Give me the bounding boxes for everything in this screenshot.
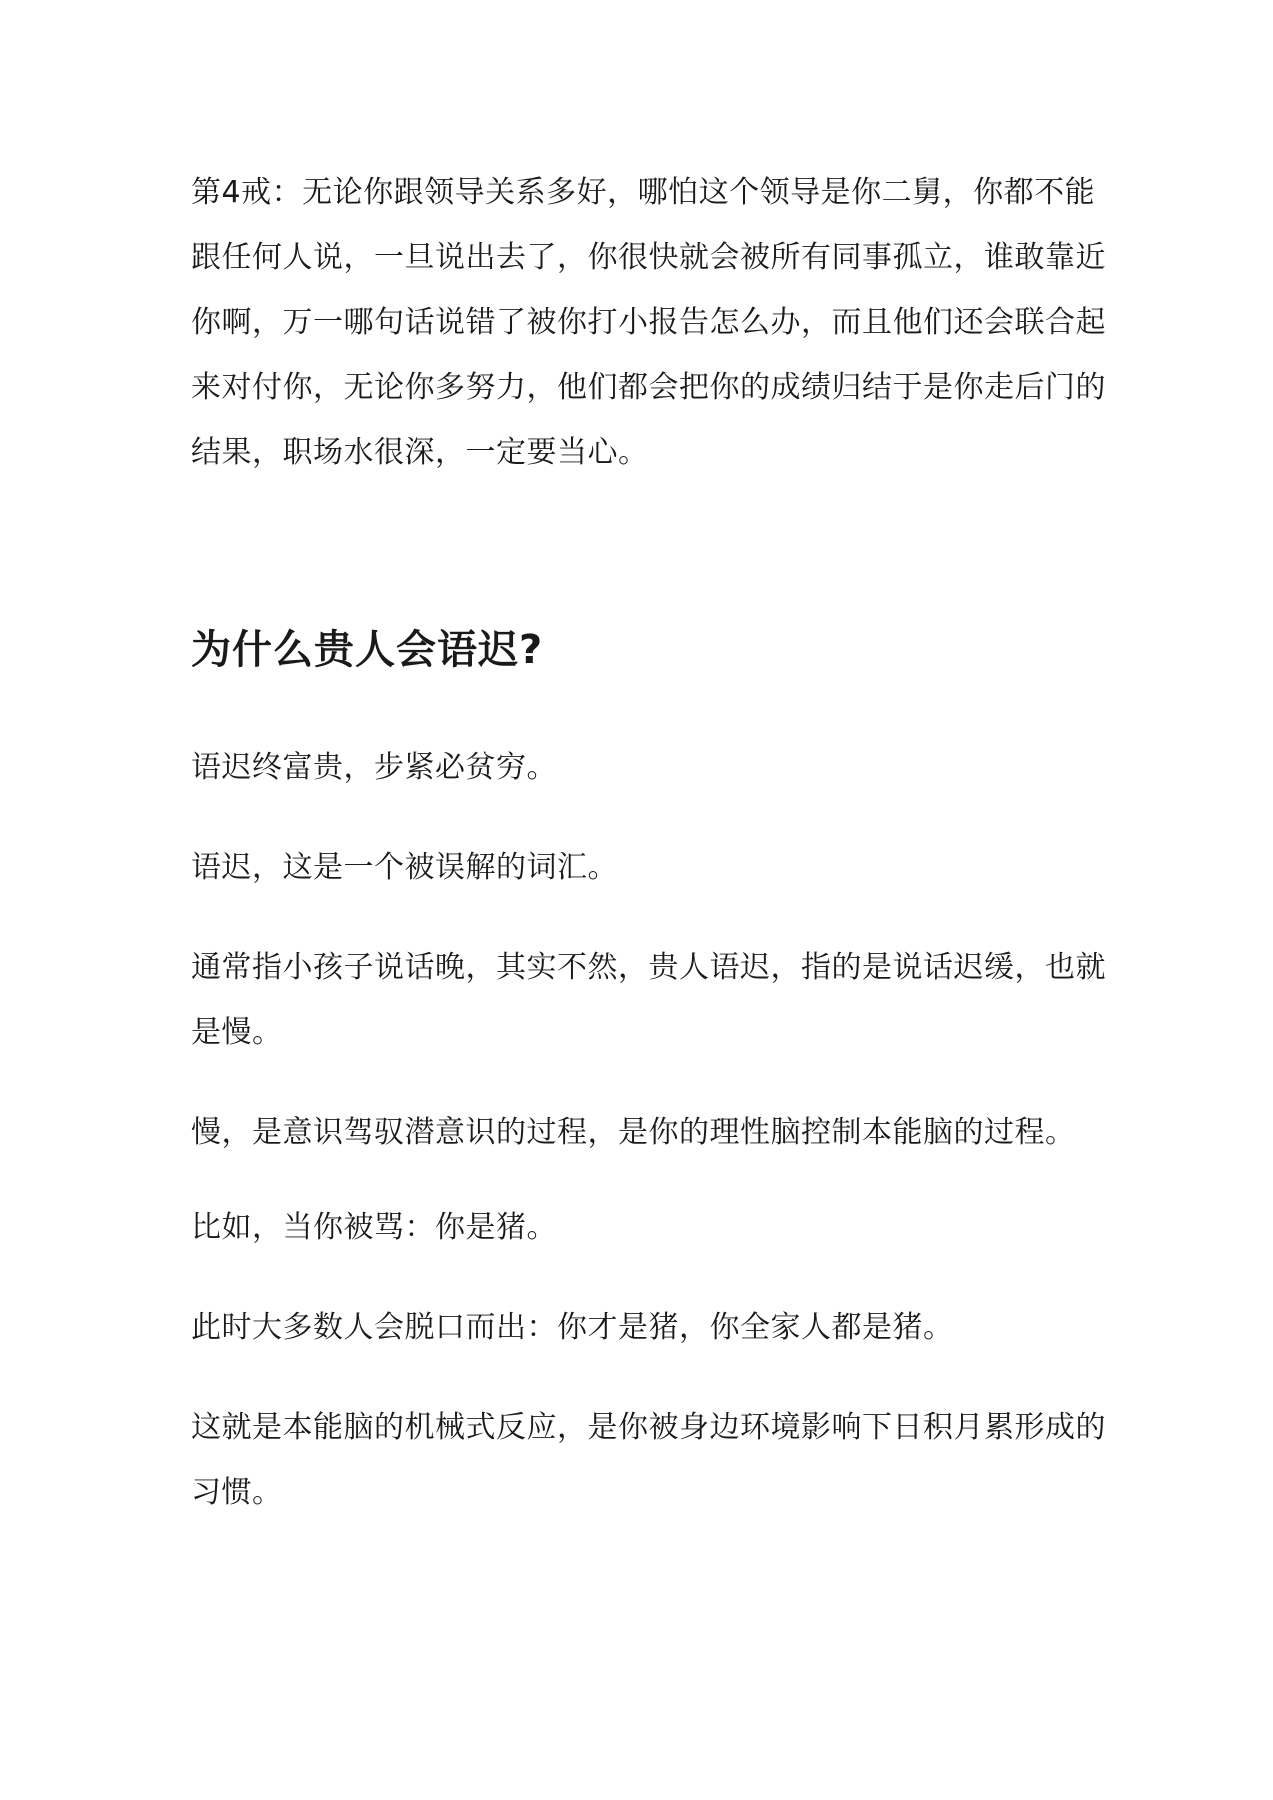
paragraph-fourth-rule: 第4戒：无论你跟领导关系多好，哪怕这个领导是你二舅，你都不能 跟任何人说，一旦说出去了，你很快就会被所有同事孤立，谁敢靠近 你啊，万一哪句话说错了被你打小报告怎么办，而且他们还会联合起 来对付你，无论你多努力，他们都会把你的成绩归结于是你走后门的 结果，职场水很深，一定要当心。 (191, 175, 1106, 470)
section-heading: 为什么贵人会语迟? (191, 627, 544, 673)
paragraph-proverb: 语迟终富贵，步紧必贫穷。 (191, 750, 557, 785)
paragraph-meaning: 通常指小孩子说话晚，其实不然，贵人语迟，指的是说话迟缓，也就 是慢。 (191, 950, 1106, 1050)
paragraph-slowness: 慢，是意识驾驭潜意识的过程，是你的理性脑控制本能脑的过程。 (191, 1115, 1076, 1150)
paragraph-reaction: 此时大多数人会脱口而出：你才是猪，你全家人都是猪。 (191, 1310, 954, 1345)
paragraph-example: 比如，当你被骂：你是猪。 (191, 1210, 557, 1245)
paragraph-misunderstood: 语迟，这是一个被误解的词汇。 (191, 850, 618, 885)
paragraph-habit: 这就是本能脑的机械式反应，是你被身边环境影响下日积月累形成的 习惯。 (191, 1410, 1106, 1510)
